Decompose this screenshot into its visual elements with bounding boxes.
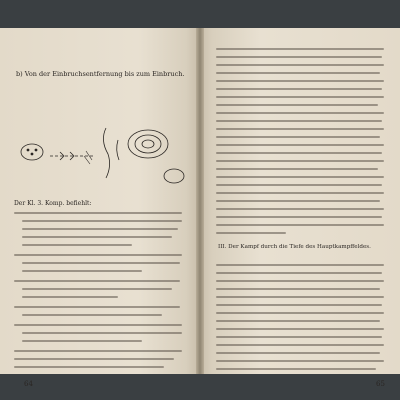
order-intro: Der Kl. 3. Komp. befiehlt:	[14, 200, 92, 207]
left-page-number: 64	[24, 380, 33, 388]
right-section-heading: III. Der Kampf durch die Tiefe des Hauptkampffeldes.	[218, 244, 371, 250]
left-page	[0, 28, 198, 388]
book-gutter	[196, 28, 204, 374]
tactical-sketch-figure	[14, 110, 190, 194]
right-page	[200, 28, 400, 388]
left-section-heading: b) Von der Einbruchsentfernung bis zum Einbruch.	[16, 70, 185, 78]
right-page-number: 65	[376, 380, 385, 388]
